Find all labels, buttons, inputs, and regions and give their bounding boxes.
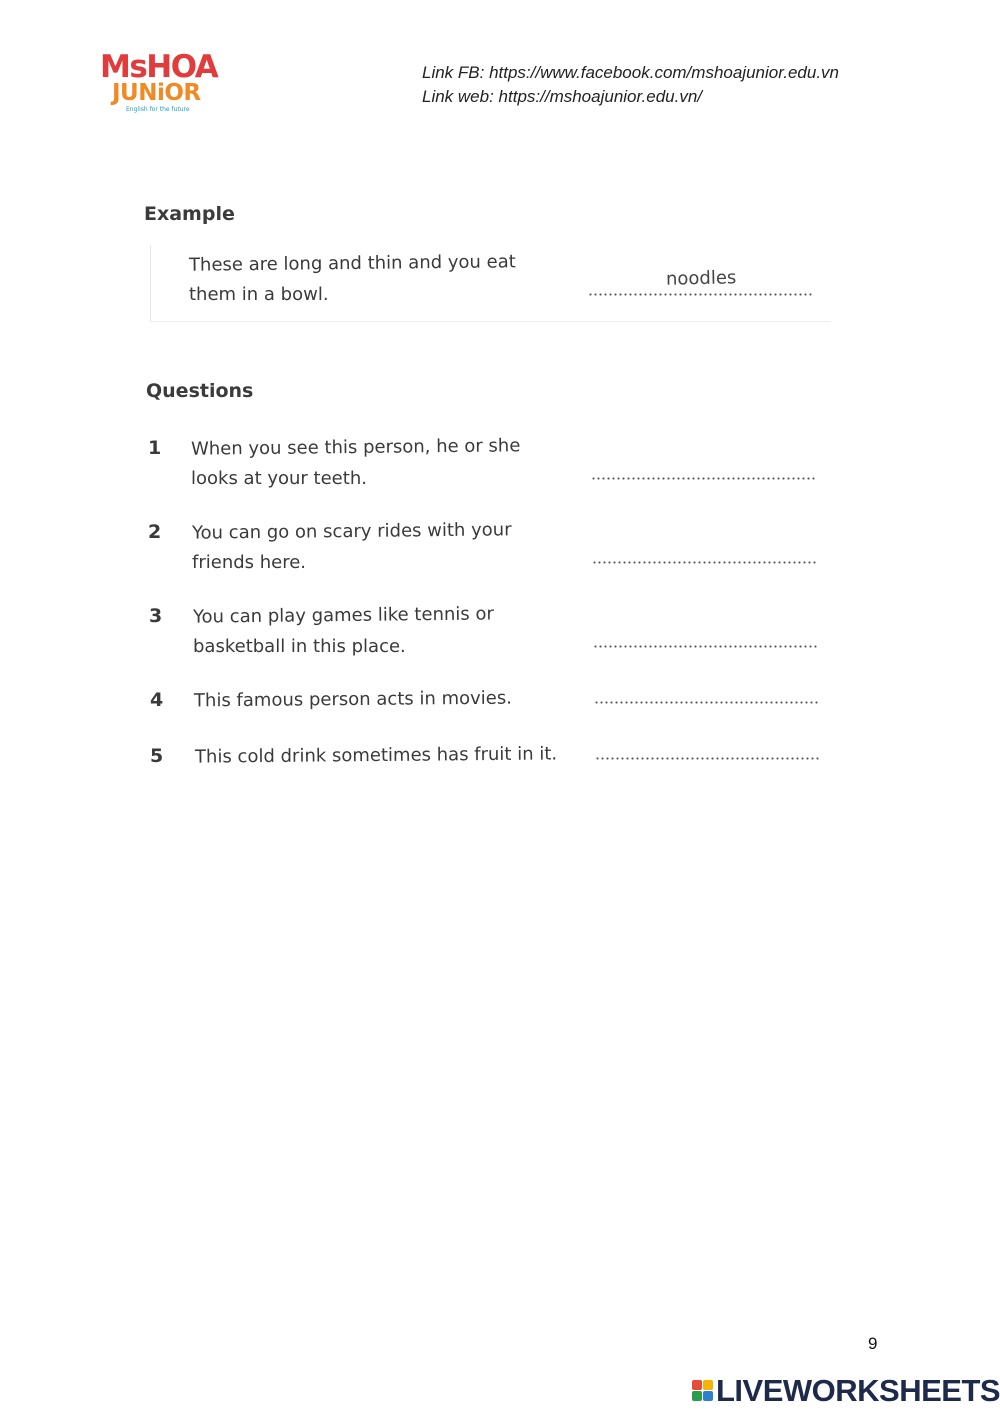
question-text-line-2: friends here. (192, 552, 307, 573)
question-text-line-1: This cold drink sometimes has fruit in it. (194, 743, 558, 768)
question-text-line-1: When you see this person, he or she (190, 435, 521, 460)
logo-line-1: MsHOA (100, 49, 218, 85)
example-line-2: them in a bowl. (189, 284, 329, 305)
page-number: 9 (868, 1334, 878, 1353)
question-text-line-2: basketball in this place. (193, 636, 406, 657)
question-number: 5 (150, 745, 164, 767)
answer-field-2[interactable] (592, 561, 818, 564)
answer-field-3[interactable] (593, 645, 819, 648)
example-answer-line (588, 293, 814, 296)
question-number: 4 (150, 689, 164, 711)
question-text-line-1: This famous person acts in movies. (193, 687, 513, 712)
liveworksheets-icon (692, 1380, 714, 1404)
logo-line-2: JUNiOR (112, 80, 201, 106)
answer-field-1[interactable] (591, 477, 817, 480)
question-number: 2 (148, 521, 162, 543)
answer-field-5[interactable] (595, 757, 821, 760)
facebook-link[interactable]: Link FB: https://www.facebook.com/mshoajunior.edu.vn (422, 63, 840, 82)
logo-tagline: English for the future (126, 106, 190, 113)
question-number: 3 (149, 605, 163, 627)
question-text-line-2: looks at your teeth. (191, 468, 367, 489)
website-link[interactable]: Link web: https://mshoajunior.edu.vn/ (422, 87, 703, 106)
example-answer: noodles (665, 267, 737, 290)
answer-field-4[interactable] (594, 701, 820, 704)
liveworksheets-wordmark: LIVEWORKSHEETS (716, 1373, 1000, 1408)
question-text-line-1: You can play games like tennis or (192, 603, 494, 628)
questions-heading: Questions (146, 380, 254, 402)
question-number: 1 (148, 437, 162, 459)
example-line-1: These are long and thin and you eat (188, 251, 516, 276)
example-heading: Example (144, 203, 235, 225)
question-text-line-1: You can go on scary rides with your (191, 519, 512, 544)
